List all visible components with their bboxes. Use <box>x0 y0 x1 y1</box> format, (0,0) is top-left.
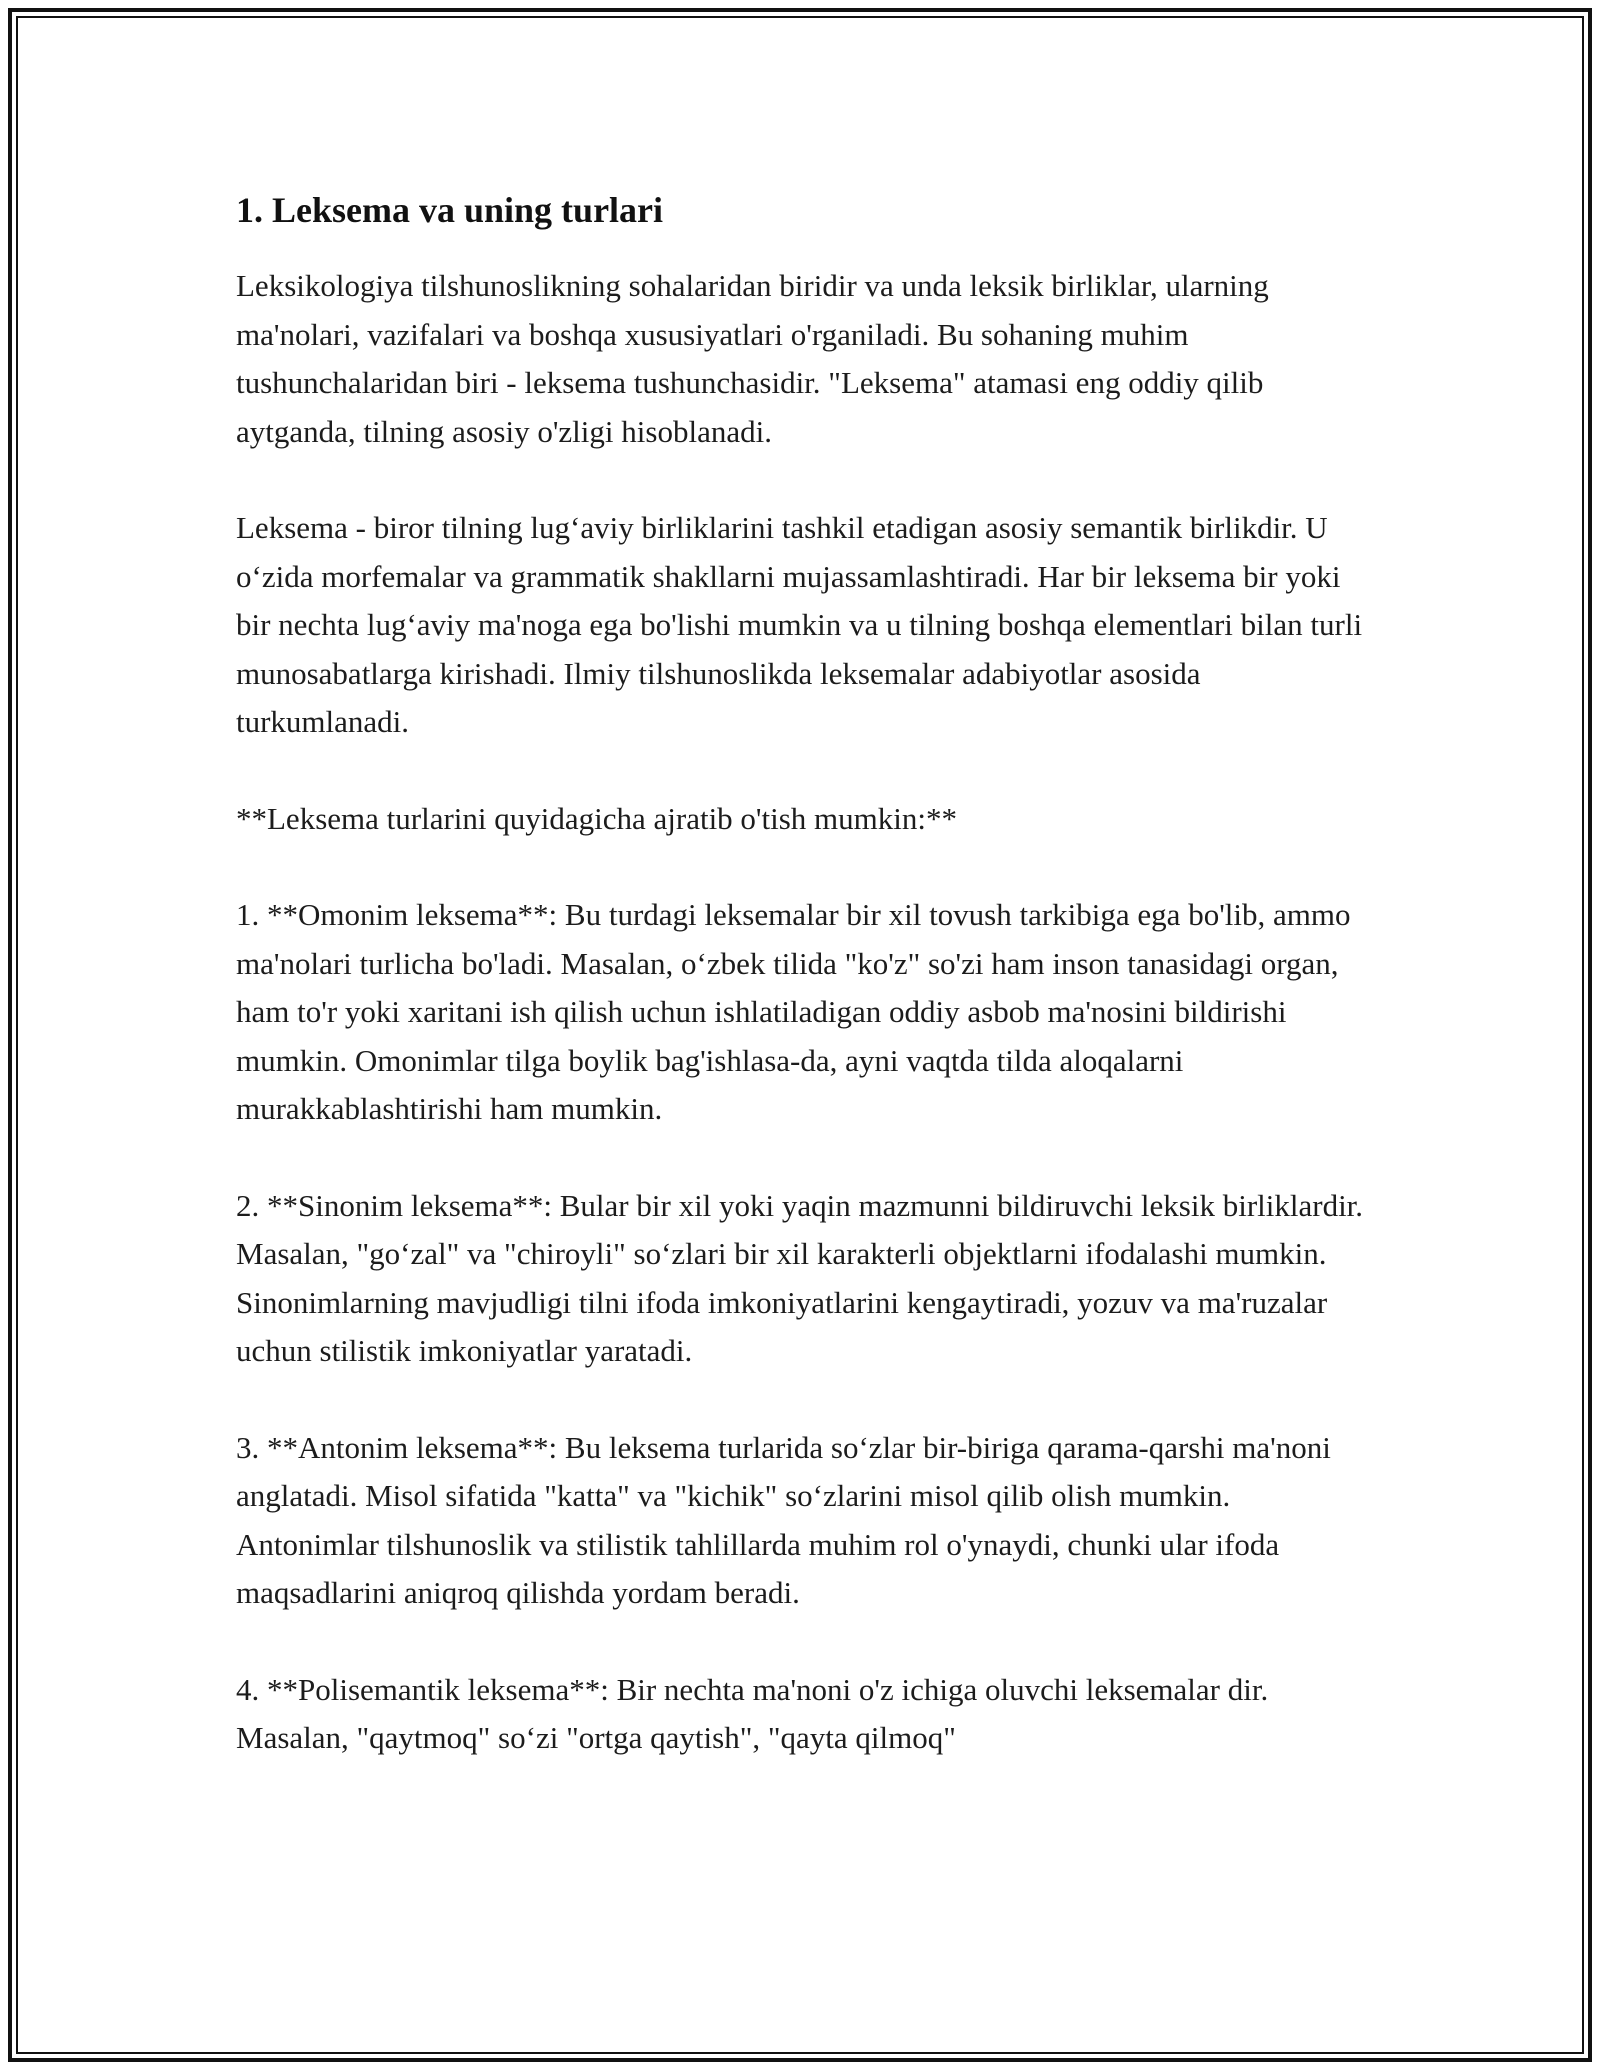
paragraph-definition: Leksema - biror tilning lug‘aviy birliklarini tashkil etadigan asosiy semantik birlikdir. U o‘zida morfemalar va grammatik shakllarni mujassamlashtiradi. Har bir leksema bir yoki bir nechta lug‘aviy ma'noga ega bo'lishi mumkin va u tilning boshqa elementlari bilan turli munosabatlarga kirishadi. Ilmiy tilshunoslikda leksemalar adabiyotlar asosida turkumlanadi. <box>236 510 1363 739</box>
paragraph-polysemy: 4. **Polisemantik leksema**: Bir nechta ma'noni o'z ichiga oluvchi leksemalar dir. Masalan, "qaytmoq" so‘zi "ortga qaytish", "qayta qilmoq" <box>236 1671 1269 1755</box>
paragraph-homonym: 1. **Omonim leksema**: Bu turdagi leksemalar bir xil tovush tarkibiga ega bo'lib, ammo ma'nolari turlicha bo'ladi. Masalan, o‘zbek tilida "ko'z" so'zi ham inson tanasidagi organ, ham to'r yoki xaritani ish qilish uchun ishlatiladigan oddiy asbob ma'nosini bildirishi mumkin. Omonimlar tilga boylik bag'ishlasa-da, ayni vaqtda tilda aloqalarni murakkablashtirishi ham mumkin. <box>236 897 1351 1126</box>
document-body <box>236 186 1376 1763</box>
paragraph-types-intro: **Leksema turlarini quyidagicha ajratib o'tish mumkin:** <box>236 800 958 836</box>
paragraph-intro: Leksikologiya tilshunoslikning sohalaridan biridir va unda leksik birliklar, ularning ma'nolari, vazifalari va boshqa xususiyatlari o'rganiladi. Bu sohaning muhim tushunchalaridan biri - leksema tushunchasidir. "Leksema" atamasi eng oddiy qilib aytganda, tilning asosiy o'zligi hisoblanadi. <box>236 268 1269 449</box>
paragraph-antonym: 3. **Antonim leksema**: Bu leksema turlarida so‘zlar bir-biriga qarama-qarshi ma'noni anglatadi. Misol sifatida "katta" va "kichik" so‘zlarini misol qilib olish mumkin. Antonimlar tilshunoslik va stilistik tahlillarda muhim rol o'ynaydi, chunki ular ifoda maqsadlarini aniqroq qilishda yordam beradi. <box>236 1429 1331 1610</box>
paragraph-synonym: 2. **Sinonim leksema**: Bular bir xil yoki yaqin mazmunni bildiruvchi leksik birliklardir. Masalan, "go‘zal" va "chiroyli" so‘zlari bir xil karakterli objektlarni ifodalashi mumkin. Sinonimlarning mavjudligi tilni ifoda imkoniyatlarini kengaytiradi, yozuv va ma'ruzalar uchun stilistik imkoniyatlar yaratadi. <box>236 1187 1364 1368</box>
section-heading: 1. Leksema va uning turlari <box>236 190 664 230</box>
